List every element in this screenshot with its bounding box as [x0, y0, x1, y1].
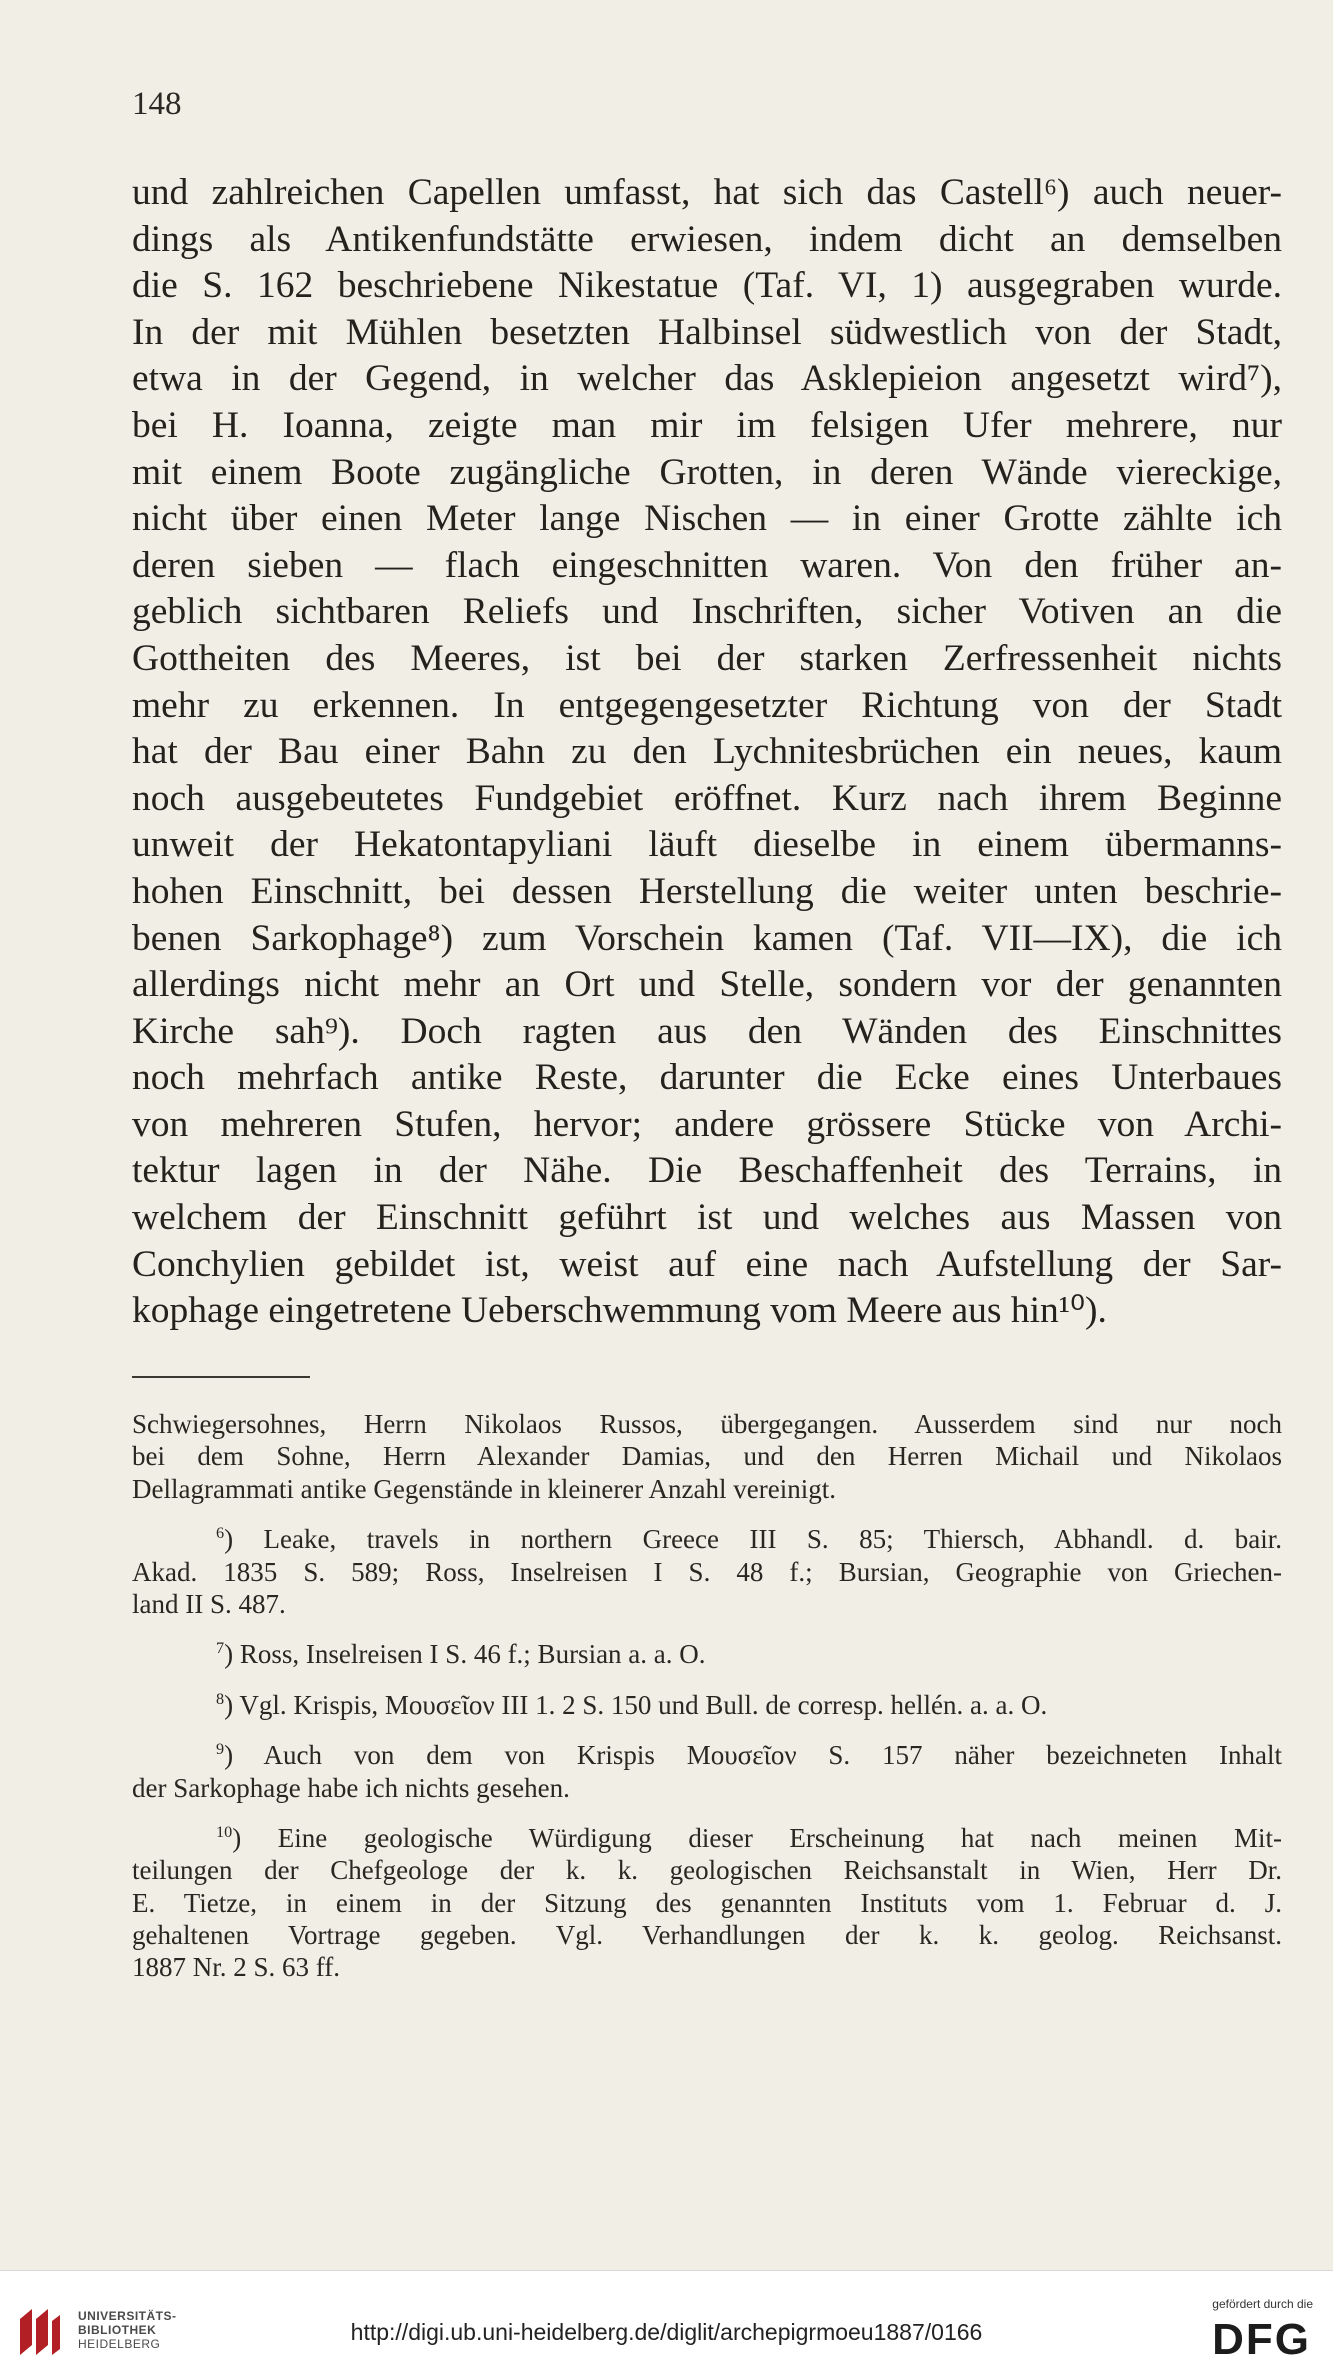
text-line: deren sieben — flach eingeschnitten waren. Von den früher an- — [132, 544, 1282, 586]
footnote-line: bei dem Sohne, Herrn Alexander Damias, und den Herren Michail und Nikolaos — [132, 1441, 1282, 1472]
footnote-line — [132, 1638, 1282, 1670]
footnote-text: ) Auch von dem von Krispis Μουσεῖον S. 157 näher bezeichneten Inhalt — [224, 1740, 1282, 1771]
text-line: von mehreren Stufen, hervor; andere grössere Stücke von Archi- — [132, 1103, 1282, 1145]
viewer-footer — [0, 2270, 1333, 2375]
text-line: bei H. Ioanna, zeigte man mir im felsigen Ufer mehrere, nur — [132, 404, 1282, 446]
dfg-logo: DFG — [1212, 2315, 1311, 2364]
text-line: hat der Bau einer Bahn zu den Lychnitesbrüchen ein neues, kaum — [132, 731, 1282, 773]
footnote-line — [132, 1739, 1282, 1771]
text-line: tektur lagen in der Nähe. Die Beschaffenheit des Terrains, in — [132, 1150, 1282, 1192]
source-url-link[interactable]: http://digi.ub.uni-heidelberg.de/diglit/archepigrmoeu1887/0166 — [350, 2319, 983, 2345]
text-line: unweit der Hekatontapyliani läuft dieselbe in einem übermanns- — [132, 824, 1282, 866]
footnotes — [132, 1408, 1282, 2002]
text-line: mit einem Boote zugängliche Grotten, in deren Wände viereckige, — [132, 451, 1282, 493]
text-line: noch mehrfach antike Reste, darunter die Ecke eines Unterbaues — [132, 1057, 1282, 1099]
text-line: hohen Einschnitt, bei dessen Herstellung die weiter unten beschrie- — [132, 870, 1282, 912]
footnote-line: Akad. 1835 S. 589; Ross, Inselreisen I S. 48 f.; Bursian, Geographie von Griechen- — [132, 1556, 1282, 1587]
sponsor-caption: gefördert durch die — [1212, 2297, 1313, 2311]
text-line: benen Sarkophage⁸) zum Vorschein kamen (Taf. VII—IX), die ich — [132, 917, 1282, 959]
footnote-line — [132, 1689, 1282, 1721]
footnote — [132, 1822, 1282, 1984]
text-line: Kirche sah⁹). Doch ragten aus den Wänden des Einschnittes — [132, 1010, 1282, 1052]
institution-line: HEIDELBERG — [78, 2337, 161, 2351]
footnote-marker: 6 — [216, 1524, 225, 1543]
footnote-line: land II S. 487. — [132, 1588, 286, 1619]
footnote-line: Dellagrammati antike Gegenstände in kleinerer Anzahl vereinigt. — [132, 1473, 836, 1504]
text-line: welchem der Einschnitt geführt ist und welches aus Massen von — [132, 1197, 1282, 1239]
footnote-line: E. Tietze, in einem in der Sitzung des genannten Instituts vom 1. Februar d. J. — [132, 1887, 1282, 1918]
page-number: 148 — [132, 86, 182, 122]
footnote — [132, 1739, 1282, 1804]
footnote-separator — [132, 1376, 310, 1378]
footnote-line: teilungen der Chefgeologe der k. k. geologischen Reichsanstalt in Wien, Herr Dr. — [132, 1855, 1282, 1886]
text-line: noch ausgebeutetes Fundgebiet eröffnet. Kurz nach ihrem Beginne — [132, 777, 1282, 819]
footnote-text: ) Leake, travels in northern Greece III S. 85; Thiersch, Abhandl. d. bair. — [224, 1524, 1282, 1555]
text-line: etwa in der Gegend, in welcher das Asklepieion angesetzt wird⁷), — [132, 358, 1282, 400]
footnote-text: ) Eine geologische Würdigung dieser Erscheinung hat nach meinen Mit- — [232, 1822, 1282, 1853]
text-line: Conchylien gebildet ist, weist auf eine nach Aufstellung der Sar- — [132, 1243, 1282, 1285]
footnote-line — [132, 1523, 1282, 1555]
main-text — [132, 170, 1282, 1335]
footnote — [132, 1638, 1282, 1670]
text-line: allerdings nicht mehr an Ort und Stelle, sondern vor der genannten — [132, 964, 1282, 1006]
text-line: mehr zu erkennen. In entgegengesetzter Richtung von der Stadt — [132, 684, 1282, 726]
text-line: In der mit Mühlen besetzten Halbinsel südwestlich von der Stadt, — [132, 311, 1282, 353]
text-line: geblich sichtbaren Reliefs und Inschriften, sicher Votiven an die — [132, 591, 1282, 633]
footnote-marker: 10 — [216, 1822, 233, 1841]
text-line: und zahlreichen Capellen umfasst, hat sich das Castell⁶) auch neuer- — [132, 172, 1282, 213]
institution-line: BIBLIOTHEK — [78, 2323, 157, 2337]
institution-line: UNIVERSITÄTS- — [78, 2309, 177, 2323]
footnote — [132, 1689, 1282, 1721]
text-line: nicht über einen Meter lange Nischen — in einer Grotte zählte ich — [132, 498, 1282, 540]
footnote-line: Schwiegersohnes, Herrn Nikolaos Russos, übergegangen. Ausserdem sind nur noch — [132, 1409, 1282, 1439]
text-line: kophage eingetretene Ueberschwemmung vom Meere aus hin¹⁰). — [132, 1290, 1107, 1332]
footnote — [132, 1408, 1282, 1505]
footnote-marker: 9 — [216, 1740, 225, 1759]
footnote-line: 1887 Nr. 2 S. 63 ff. — [132, 1952, 341, 1983]
footnote — [132, 1523, 1282, 1620]
footnote-marker: 8 — [216, 1689, 225, 1708]
footnote-marker: 7 — [216, 1639, 225, 1658]
footnote-text: ) Vgl. Krispis, Μουσεῖον III 1. 2 S. 150 und Bull. de corresp. hellén. a. a. O. — [224, 1689, 1048, 1720]
footnote-line: gehaltenen Vortrage gegeben. Vgl. Verhandlungen der k. k. geolog. Reichsanst. — [132, 1920, 1282, 1951]
footnote-text: ) Ross, Inselreisen I S. 46 f.; Bursian a. a. O. — [224, 1639, 706, 1670]
text-line: die S. 162 beschriebene Nikestatue (Taf. VI, 1) ausgegraben wurde. — [132, 265, 1282, 307]
text-line: Gottheiten des Meeres, ist bei der starken Zerfressenheit nichts — [132, 637, 1282, 679]
footnote-line — [132, 1822, 1282, 1854]
text-line: dings als Antikenfundstätte erwiesen, indem dicht an demselben — [132, 218, 1282, 260]
footnote-line: der Sarkophage habe ich nichts gesehen. — [132, 1772, 570, 1803]
